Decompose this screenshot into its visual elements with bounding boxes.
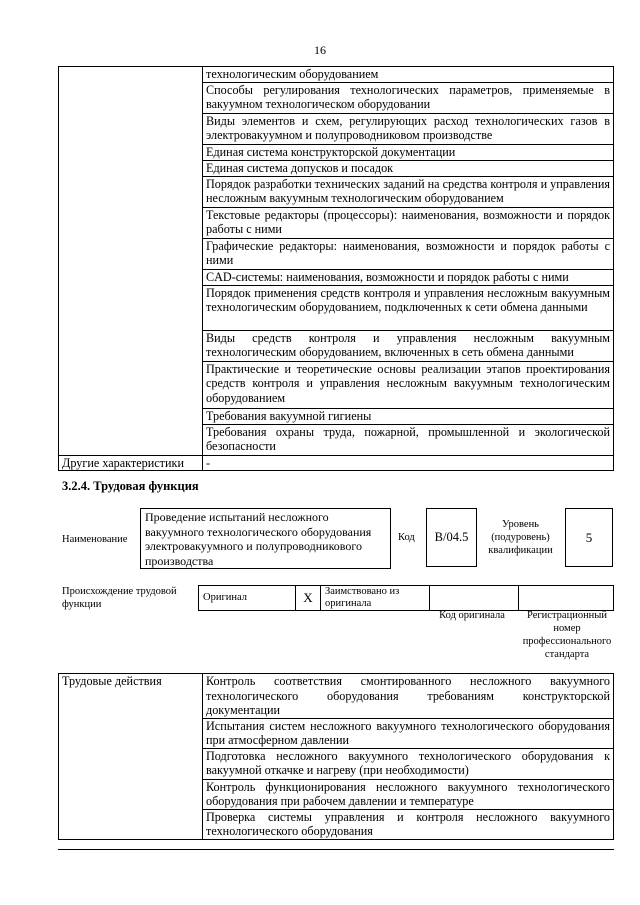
function-name-box: Проведение испытаний несложного вакуумного технологического оборудования электровакуумного и полупроводникового производства <box>140 508 391 569</box>
code-original-caption: Код оригинала <box>439 610 505 621</box>
knowledge-continuation-table <box>58 66 614 471</box>
other-characteristics-value: - <box>203 455 614 471</box>
table-row: Порядок разработки технических заданий на средства контроля и управления несложным вакуумным технологическим оборудованием <box>203 176 614 207</box>
table-row: Способы регулирования технологических параметров, применяемые в вакуумном технологическом оборудовании <box>203 82 614 113</box>
table-row: Порядок применения средств контроля и управления несложным вакуумным технологическим оборудованием, подключенных к сети обмена данными <box>203 285 614 330</box>
table-row: Практические и теоретические основы реализации этапов проектирования средств контроля и управления несложным вакуумным технологическим оборудованием <box>203 361 614 408</box>
labor-actions-table <box>58 673 614 840</box>
table-row: Виды средств контроля и управления несложным вакуумным технологическим оборудованием, включенных в сеть обмена данными <box>203 330 614 361</box>
level-label: Уровень (подуровень) квалификации <box>488 519 553 556</box>
left-empty-cell <box>59 67 203 456</box>
page-number: 16 <box>314 43 326 57</box>
table-row: технологическим оборудованием <box>203 67 614 83</box>
table-row: Текстовые редакторы (процессоры): наименования, возможности и порядок работы с ними <box>203 207 614 238</box>
origin-label: Происхождение трудовой функции <box>62 586 177 610</box>
section-heading: 3.2.4. Трудовая функция <box>62 479 199 493</box>
table-row: Единая система конструкторской документации <box>203 144 614 160</box>
table-row: Подготовка несложного вакуумного технологического оборудования к вакуумной откачке и нагреву (при необходимости) <box>203 748 614 779</box>
original-mark: X <box>296 586 321 611</box>
labor-actions-label: Трудовые действия <box>59 674 203 840</box>
table-row: Испытания систем несложного вакуумного технологического оборудования при атмосферном давлении <box>203 718 614 748</box>
code-original-cell <box>430 586 519 611</box>
level-box: 5 <box>565 508 613 567</box>
origin-table <box>198 585 614 611</box>
name-label: Наименование <box>62 534 128 545</box>
reg-number-cell <box>519 586 614 611</box>
table-row: CAD-системы: наименования, возможности и порядок работы с ними <box>203 269 614 285</box>
original-cell: Оригинал <box>199 586 296 611</box>
table-row: Графические редакторы: наименования, возможности и порядок работы с ними <box>203 238 614 269</box>
table-row: Виды элементов и схем, регулирующих расход технологических газов в электровакуумном и полупроводниковом производстве <box>203 113 614 144</box>
table-row: Контроль соответствия смонтированного несложного вакуумного технологического оборудования требованиям конструкторской документации <box>203 674 614 719</box>
table-continuation-line <box>58 849 614 850</box>
borrowed-cell: Заимствовано из оригинала <box>321 586 430 611</box>
table-row: Проверка системы управления и контроля несложного вакуумного технологического оборудования <box>203 809 614 839</box>
reg-number-caption: Регистрационный номер профессионального стандарта <box>522 610 612 660</box>
code-label: Код <box>398 532 415 543</box>
table-row: Требования вакуумной гигиены <box>203 408 614 424</box>
table-row: Контроль функционирования несложного вакуумного технологического оборудования при рабочем давлении и температуре <box>203 779 614 809</box>
table-row: Единая система допусков и посадок <box>203 160 614 176</box>
other-characteristics-label: Другие характеристики <box>59 455 203 471</box>
table-row: Требования охраны труда, пожарной, промышленной и экологической безопасности <box>203 424 614 455</box>
code-box: B/04.5 <box>426 508 477 567</box>
